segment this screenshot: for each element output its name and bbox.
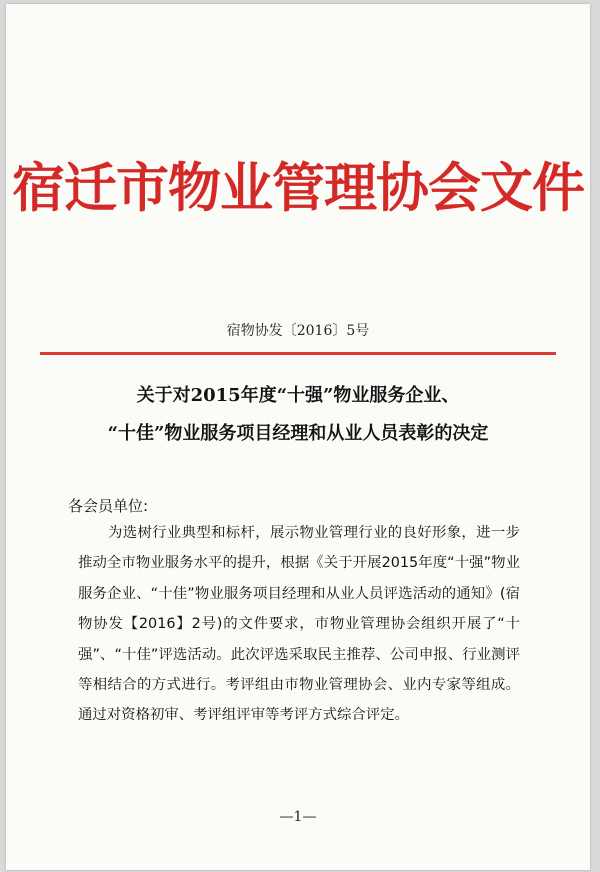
document-number: 宿物协发〔2016〕5号 — [226, 323, 370, 339]
page-number: —1— — [279, 809, 317, 825]
decision-title-line-1: 关于对2015年度“十强”物业服务企业、 — [136, 385, 460, 406]
salutation: 各会员单位: — [68, 497, 149, 515]
body-paragraph: 为选树行业典型和标杆，展示物业管理行业的良好形象，进一步推动全市物业服务水平的提升，根据《关于开展2015年度“十强”物业服务企业、“十佳”物业服务项目经理和从业人员评选活动的通知》(宿物协发【2016】2号)的文件要求，市物业管理协会组织开展了“十强”、“十佳”评选活动。此次评选采取民主推荐、公司申报、行业测评等相结合的方式进行。考评组由市物业管理协会、业内专家等组成。通过对资格初审、考评组评审等考评方式综合评定。 — [78, 525, 520, 724]
decision-title — [6, 387, 590, 443]
decision-title-line-2: “十佳”物业服务项目经理和从业人员表彰的决定 — [107, 423, 489, 444]
red-divider-line — [40, 352, 556, 355]
document-header-title: 宿迁市物业管理协会文件 — [12, 157, 584, 219]
document-page — [6, 4, 590, 870]
